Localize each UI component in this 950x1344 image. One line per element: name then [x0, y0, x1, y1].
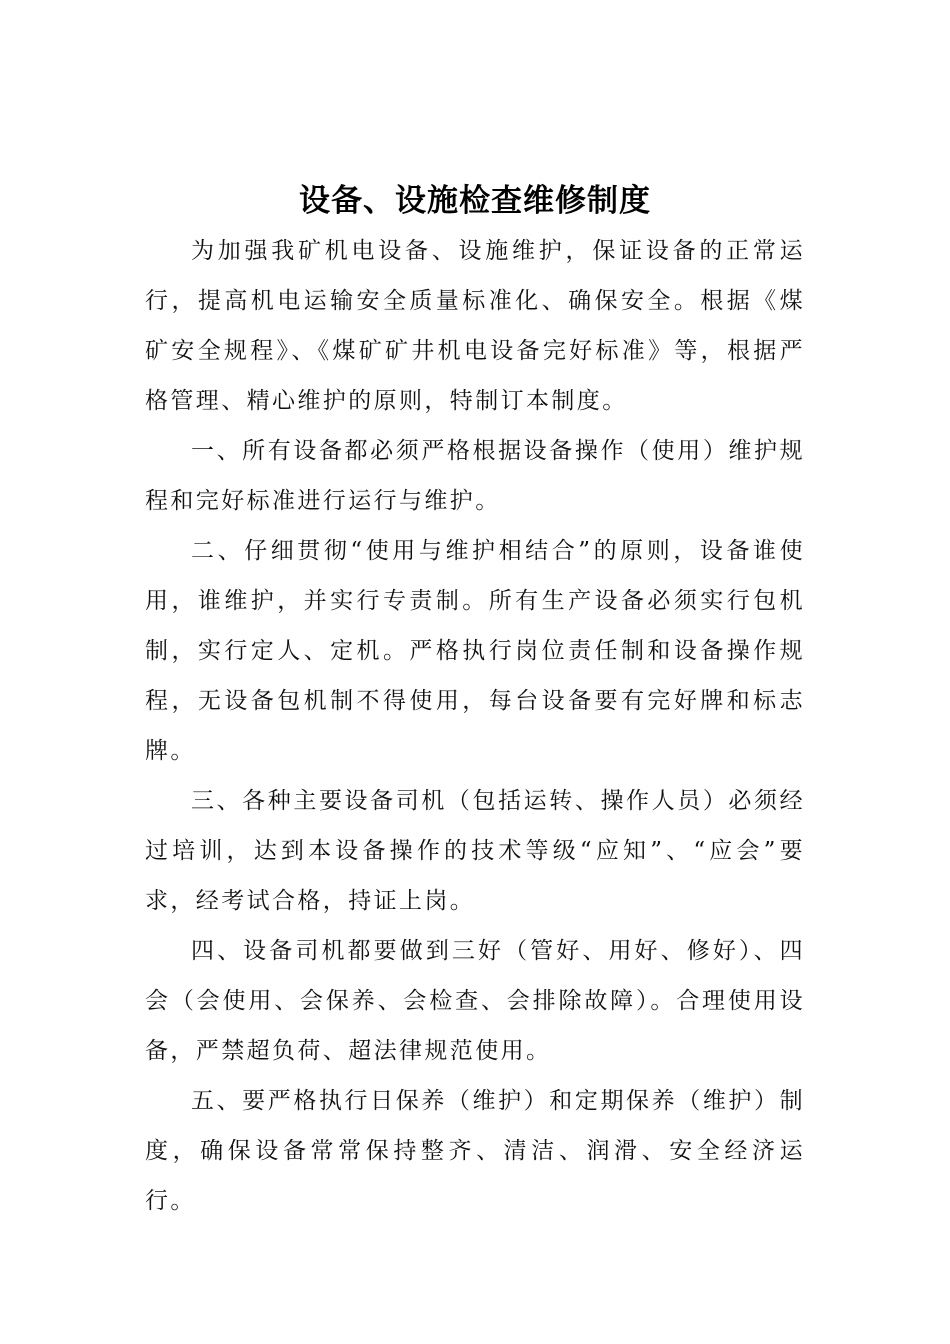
- document-body: [145, 176, 805, 1226]
- rule-3-paragraph: 三、各种主要设备司机（包括运转、操作人员）必须经过培训，达到本设备操作的技术等级“应知”、“应会”要求，经考试合格，持证上岗。: [145, 788, 805, 914]
- rule-5-paragraph: 五、要严格执行日保养（维护）和定期保养（维护）制度，确保设备常常保持整齐、清洁、润滑、安全经济运行。: [145, 1088, 805, 1214]
- rule-2-paragraph: 二、仔细贯彻“使用与维护相结合”的原则，设备谁使用，谁维护，并实行专责制。所有生产设备必须实行包机制，实行定人、定机。严格执行岗位责任制和设备操作规程，无设备包机制不得使用，每台设备要有完好牌和标志牌。: [145, 538, 805, 764]
- rule-4-paragraph: 四、设备司机都要做到三好（管好、用好、修好）、四会（会使用、会保养、会检查、会排除故障）。合理使用设备，严禁超负荷、超法律规范使用。: [145, 938, 805, 1064]
- rule-1-paragraph: 一、所有设备都必须严格根据设备操作（使用）维护规程和完好标准进行运行与维护。: [145, 438, 805, 514]
- intro-paragraph: 为加强我矿机电设备、设施维护，保证设备的正常运行，提高机电运输安全质量标准化、确保安全。根据《煤矿安全规程》、《煤矿矿井机电设备完好标准》等，根据严格管理、精心维护的原则，特制订本制度。: [145, 238, 805, 414]
- document-title: 设备、设施检查维修制度: [299, 183, 651, 219]
